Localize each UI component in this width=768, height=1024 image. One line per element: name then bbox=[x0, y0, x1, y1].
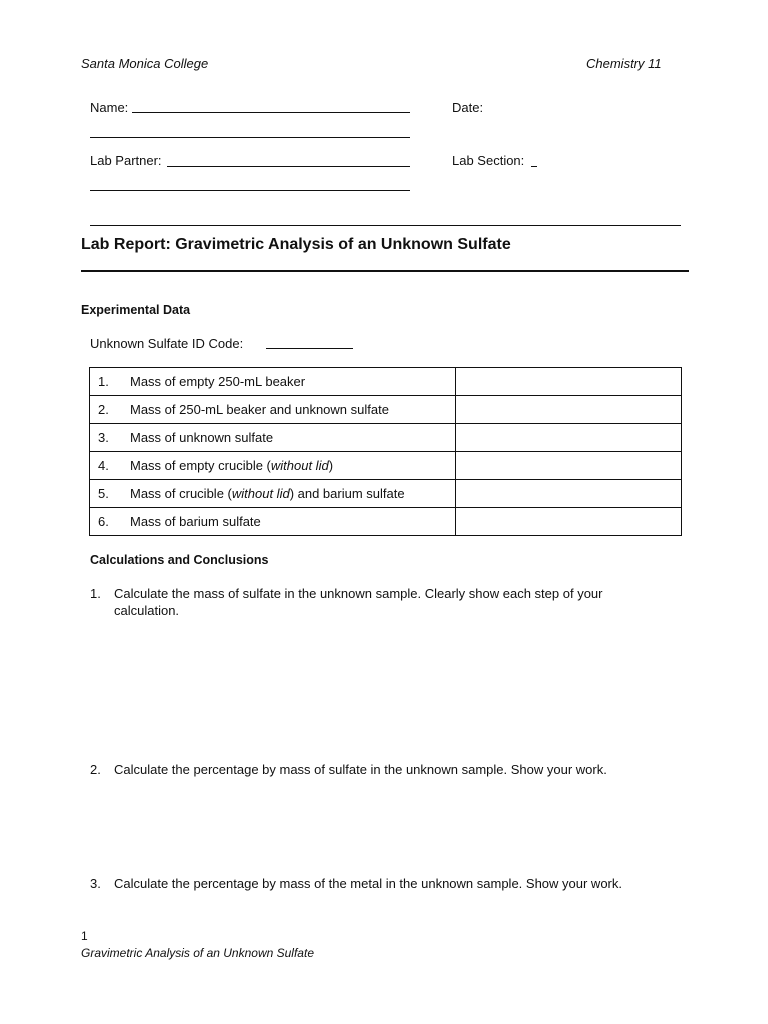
row-value-cell[interactable] bbox=[456, 396, 682, 424]
partner-line[interactable] bbox=[167, 166, 410, 167]
row-number: 3. bbox=[98, 430, 109, 445]
row-value-cell[interactable] bbox=[456, 452, 682, 480]
row-label: Mass of empty 250-mL beaker bbox=[130, 374, 306, 389]
question-text: Calculate the percentage by mass of the metal in the unknown sample. Show your work. bbox=[114, 876, 622, 891]
row-label-tail: ) bbox=[328, 458, 334, 473]
table-row bbox=[90, 508, 682, 536]
name-line[interactable] bbox=[132, 112, 410, 113]
row-number: 6. bbox=[98, 514, 109, 529]
row-description bbox=[90, 368, 456, 396]
question-text: Calculate the percentage by mass of sulfate in the unknown sample. Show your work. bbox=[114, 762, 607, 777]
row-number: 1. bbox=[98, 374, 109, 389]
question-number: 3. bbox=[90, 876, 101, 891]
unknown-id-field[interactable] bbox=[266, 348, 353, 349]
row-label: Mass of unknown sulfate bbox=[130, 430, 274, 445]
name-label: Name: bbox=[90, 100, 129, 115]
row-number: 4. bbox=[98, 458, 109, 473]
table-row bbox=[90, 452, 682, 480]
data-table bbox=[89, 367, 682, 536]
divider-title bbox=[81, 270, 689, 272]
row-description bbox=[90, 480, 456, 508]
row-value-cell[interactable] bbox=[456, 368, 682, 396]
table-row bbox=[90, 424, 682, 452]
row-label: Mass of barium sulfate bbox=[130, 514, 261, 529]
page-number: 1 bbox=[81, 929, 88, 943]
row-value-cell[interactable] bbox=[456, 480, 682, 508]
question-2 bbox=[90, 761, 670, 778]
row-label-italic: without lid bbox=[270, 458, 329, 473]
row-description bbox=[90, 452, 456, 480]
row-label: Mass of empty crucible ( bbox=[130, 458, 271, 473]
row-number: 2. bbox=[98, 402, 109, 417]
section-label: Lab Section: bbox=[452, 153, 525, 168]
row-value-cell[interactable] bbox=[456, 424, 682, 452]
unknown-id-label: Unknown Sulfate ID Code: bbox=[90, 336, 244, 351]
row-description bbox=[90, 424, 456, 452]
question-3 bbox=[90, 875, 670, 892]
calculations-heading: Calculations and Conclusions bbox=[90, 553, 269, 567]
name-line-2[interactable] bbox=[90, 137, 410, 138]
row-description bbox=[90, 508, 456, 536]
question-text: Calculate the mass of sulfate in the unknown sample. Clearly show each step of your calculation. bbox=[114, 586, 603, 618]
question-number: 2. bbox=[90, 762, 101, 777]
date-label: Date: bbox=[452, 100, 484, 115]
row-label: Mass of crucible ( bbox=[130, 486, 232, 501]
divider-top bbox=[90, 225, 681, 226]
partner-label: Lab Partner: bbox=[90, 153, 162, 168]
row-label: Mass of 250-mL beaker and unknown sulfate bbox=[130, 402, 389, 417]
table-row bbox=[90, 480, 682, 508]
footer-title: Gravimetric Analysis of an Unknown Sulfate bbox=[81, 946, 314, 960]
question-number: 1. bbox=[90, 586, 101, 601]
row-number: 5. bbox=[98, 486, 109, 501]
row-label-italic: without lid bbox=[231, 486, 290, 501]
partner-line-2[interactable] bbox=[90, 190, 410, 191]
table-row bbox=[90, 396, 682, 424]
experimental-heading: Experimental Data bbox=[81, 303, 191, 317]
row-label-tail: ) and barium sulfate bbox=[289, 486, 405, 501]
table-row bbox=[90, 368, 682, 396]
header-institution: Santa Monica College bbox=[81, 56, 209, 71]
page-title: Lab Report: Gravimetric Analysis of an Unknown Sulfate bbox=[81, 236, 511, 253]
question-1 bbox=[90, 585, 670, 619]
section-line[interactable] bbox=[531, 166, 537, 167]
header-course: Chemistry 11 bbox=[586, 56, 662, 71]
row-description bbox=[90, 396, 456, 424]
row-value-cell[interactable] bbox=[456, 508, 682, 536]
